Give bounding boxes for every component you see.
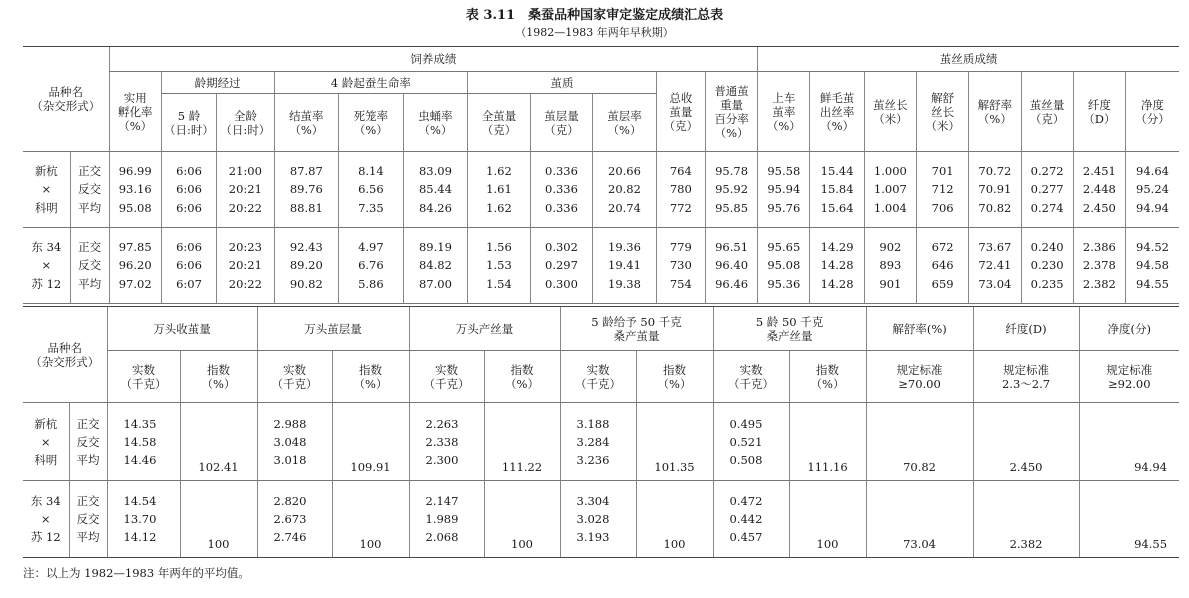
- data-cell: 14.29 14.28 14.28: [810, 228, 864, 304]
- col-all-header: 全龄 （日:时）: [217, 94, 274, 152]
- data-cell: 19.36 19.41 19.38: [593, 228, 657, 304]
- sub-actual-header: 实数 （千克）: [560, 351, 636, 403]
- group-shell-yield-header: 万头茧层量: [257, 307, 409, 351]
- reel-value-cell: 73.04: [866, 481, 973, 558]
- s50-index-cell: 111.16: [789, 403, 866, 481]
- col-pupa-header: 虫蛹率 （%）: [403, 94, 468, 152]
- sub-actual-header: 实数 （千克）: [713, 351, 789, 403]
- shell-actual-cell: 2.820 2.673 2.746: [257, 481, 332, 558]
- col-shell-header: 茧层量 （克）: [530, 94, 593, 152]
- data-cell: 0.336 0.336 0.336: [530, 152, 593, 228]
- sub-index-header: 指数 （%）: [636, 351, 713, 403]
- data-cell: 83.09 85.44 84.26: [403, 152, 468, 228]
- data-cell: 92.43 89.20 90.82: [274, 228, 339, 304]
- variety-group-row: [23, 481, 1179, 558]
- data-cell: 672 646 659: [917, 228, 969, 304]
- col-length-header: 茧丝长 （米）: [864, 72, 916, 152]
- cross-type-cell: 正交 反交 平均: [70, 228, 109, 304]
- group-neatness-header: 净度(分): [1079, 307, 1179, 351]
- data-cell: 20:23 20:21 20:22: [217, 228, 274, 304]
- variety-header-2: 品种名 （杂交形式）: [23, 307, 107, 403]
- cross-type-cell: 正交 反交 平均: [69, 481, 107, 558]
- data-cell: 96.51 96.40 96.46: [705, 228, 757, 304]
- silk-index-cell: 111.22: [484, 403, 560, 481]
- cross-type-cell: 正交 反交 平均: [69, 403, 107, 481]
- size-value-cell: 2.450: [973, 403, 1079, 481]
- sub-index-header: 指数 （%）: [332, 351, 409, 403]
- data-cell: 73.67 72.41 73.04: [969, 228, 1021, 304]
- group-5th-cocoon-header: 5 龄给予 50 千克 桑产茧量: [560, 307, 713, 351]
- reel-value-cell: 70.82: [866, 403, 973, 481]
- sub-actual-header: 实数 （千克）: [107, 351, 180, 403]
- col-dead-header: 死笼率 （%）: [339, 94, 404, 152]
- data-cell: 89.19 84.82 87.00: [403, 228, 468, 304]
- std-neatness-header: 规定标准 ≥92.00: [1079, 351, 1179, 403]
- shell-index-cell: 109.91: [332, 403, 409, 481]
- footnote: 注：以上为 1982—1983 年两年的平均值。: [23, 566, 250, 580]
- group-5th-silk-header: 5 龄 50 千克 桑产丝量: [713, 307, 866, 351]
- group-instar-header: 龄期经过: [161, 72, 274, 94]
- data-cell: 2.451 2.448 2.450: [1073, 152, 1125, 228]
- cocoon-actual-cell: 14.35 14.58 14.46: [107, 403, 180, 481]
- data-cell: 0.272 0.277 0.274: [1021, 152, 1073, 228]
- group-cocoon-silk-header: 茧丝质成绩: [758, 47, 1179, 72]
- col-total-yield-header: 总收 茧量 （克）: [656, 72, 705, 152]
- col-shell-ratio-header: 茧层率 （%）: [593, 94, 657, 152]
- s50-index-cell: 100: [789, 481, 866, 558]
- data-cell: 96.99 93.16 95.08: [109, 152, 161, 228]
- data-cell: 94.64 95.24 94.94: [1126, 152, 1179, 228]
- c50-actual-cell: 3.304 3.028 3.193: [560, 481, 636, 558]
- data-cell: 701 712 706: [917, 152, 969, 228]
- group-silk-yield-header: 万头产丝量: [409, 307, 560, 351]
- table-subtitle: （1982—1983 年两年早秋期）: [515, 26, 674, 39]
- col-cocooning-header: 结茧率 （%）: [274, 94, 339, 152]
- data-cell: 6:06 6:06 6:07: [161, 228, 216, 304]
- neat-value-cell: 94.55: [1079, 481, 1179, 558]
- sub-index-header: 指数 （%）: [789, 351, 866, 403]
- s50-actual-cell: 0.495 0.521 0.508: [713, 403, 789, 481]
- data-cell: 8.14 6.56 7.35: [339, 152, 404, 228]
- data-cell: 779 730 754: [656, 228, 705, 304]
- sub-actual-header: 实数 （千克）: [409, 351, 484, 403]
- silk-index-cell: 100: [484, 481, 560, 558]
- neat-value-cell: 94.94: [1079, 403, 1179, 481]
- std-size-header: 规定标准 2.3～2.7: [973, 351, 1079, 403]
- data-cell: 21:00 20:21 20:22: [217, 152, 274, 228]
- variety-group-row: [23, 228, 1179, 304]
- data-cell: 95.65 95.08 95.36: [758, 228, 810, 304]
- data-cell: 1.62 1.61 1.62: [468, 152, 531, 228]
- variety-group-row: [23, 403, 1179, 481]
- c50-index-cell: 100: [636, 481, 713, 558]
- col-unbroken-header: 解舒 丝长 （米）: [917, 72, 969, 152]
- c50-actual-cell: 3.188 3.284 3.236: [560, 403, 636, 481]
- data-cell: 4.97 6.76 5.86: [339, 228, 404, 304]
- sub-index-header: 指数 （%）: [484, 351, 560, 403]
- data-cell: 1.000 1.007 1.004: [864, 152, 916, 228]
- std-reelability-header: 规定标准 ≥70.00: [866, 351, 973, 403]
- data-cell: 0.302 0.297 0.300: [530, 228, 593, 304]
- table-title: 表 3.11 桑蚕品种国家审定鉴定成绩汇总表: [465, 8, 724, 23]
- group-reelability-header: 解舒率(%): [866, 307, 973, 351]
- data-cell: 0.240 0.230 0.235: [1021, 228, 1073, 304]
- col-normal-pct-header: 普通茧 重量 百分率 （%）: [705, 72, 757, 152]
- col-reeling-header: 上车 茧率 （%）: [758, 72, 810, 152]
- cocoon-index-cell: 100: [180, 481, 257, 558]
- data-cell: 95.78 95.92 95.85: [705, 152, 757, 228]
- col-hatch-header: 实用 孵化率 （%）: [109, 72, 161, 152]
- data-cell: 20.66 20.82 20.74: [593, 152, 657, 228]
- col-whole-header: 全茧量 （克）: [468, 94, 531, 152]
- group-cocoon-yield-header: 万头收茧量: [107, 307, 257, 351]
- data-cell: 95.58 95.94 95.76: [758, 152, 810, 228]
- col-size-header: 纤度 （D）: [1073, 72, 1125, 152]
- variety-name-cell: 新杭 × 科明: [23, 152, 70, 228]
- data-cell: 764 780 772: [656, 152, 705, 228]
- col-silk-weight-header: 茧丝量 （克）: [1021, 72, 1073, 152]
- data-cell: 94.52 94.58 94.55: [1126, 228, 1179, 304]
- cocoon-actual-cell: 14.54 13.70 14.12: [107, 481, 180, 558]
- data-cell: 97.85 96.20 97.02: [109, 228, 161, 304]
- silk-actual-cell: 2.263 2.338 2.300: [409, 403, 484, 481]
- silk-actual-cell: 2.147 1.989 2.068: [409, 481, 484, 558]
- data-cell: 15.44 15.84 15.64: [810, 152, 864, 228]
- size-value-cell: 2.382: [973, 481, 1079, 558]
- group-size-header: 纤度(D): [973, 307, 1079, 351]
- group-rearing-header: 饲养成绩: [109, 47, 758, 72]
- c50-index-cell: 101.35: [636, 403, 713, 481]
- group-survival-header: 4 龄起蚕生命率: [274, 72, 468, 94]
- variety-name-cell: 东 34 × 苏 12: [23, 228, 70, 304]
- shell-actual-cell: 2.988 3.048 3.018: [257, 403, 332, 481]
- data-cell: 902 893 901: [864, 228, 916, 304]
- variety-name-cell: 新杭 × 科明: [23, 403, 69, 481]
- s50-actual-cell: 0.472 0.442 0.457: [713, 481, 789, 558]
- data-cell: 1.56 1.53 1.54: [468, 228, 531, 304]
- col-reelability-header: 解舒率 （%）: [969, 72, 1021, 152]
- variety-header: 品种名 （杂交形式）: [23, 47, 109, 152]
- yield-index-table: [23, 306, 1179, 558]
- col-5th-header: 5 龄 （日:时）: [161, 94, 216, 152]
- rearing-results-table: [23, 46, 1179, 304]
- col-neatness-header: 净度 （分）: [1126, 72, 1179, 152]
- data-cell: 70.72 70.91 70.82: [969, 152, 1021, 228]
- variety-name-cell: 东 34 × 苏 12: [23, 481, 69, 558]
- data-cell: 87.87 89.76 88.81: [274, 152, 339, 228]
- cocoon-index-cell: 102.41: [180, 403, 257, 481]
- shell-index-cell: 100: [332, 481, 409, 558]
- col-fresh-silk-header: 鲜毛茧 出丝率 （%）: [810, 72, 864, 152]
- group-cocoon-quality-header: 茧质: [468, 72, 657, 94]
- variety-group-row: [23, 152, 1179, 228]
- data-cell: 2.386 2.378 2.382: [1073, 228, 1125, 304]
- sub-index-header: 指数 （%）: [180, 351, 257, 403]
- cross-type-cell: 正交 反交 平均: [70, 152, 109, 228]
- data-cell: 6:06 6:06 6:06: [161, 152, 216, 228]
- sub-actual-header: 实数 （千克）: [257, 351, 332, 403]
